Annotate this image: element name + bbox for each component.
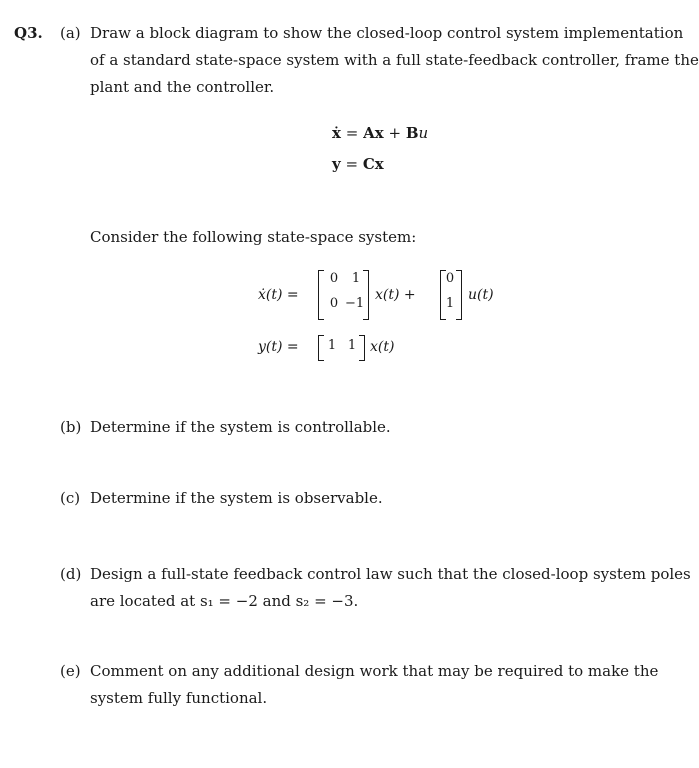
part-b-label: (b) xyxy=(60,418,82,436)
part-e-line2: system fully functional. xyxy=(90,689,268,707)
part-a-line3: plant and the controller. xyxy=(90,78,275,96)
matrix-a-22: −1 xyxy=(345,296,365,311)
matrix-c-right-bracket xyxy=(359,335,365,361)
matrix-b-1: 0 xyxy=(445,271,455,286)
matrix-a-11: 0 xyxy=(329,271,339,286)
matrix-a-left-bracket xyxy=(318,270,324,320)
output-equation: y = Cx xyxy=(332,155,384,173)
part-a-label: (a) xyxy=(60,24,81,42)
matrix-a-12: 1 xyxy=(351,271,361,286)
system-ut: u(t) xyxy=(468,287,494,303)
part-a-line1: Draw a block diagram to show the closed-loop control system implementation xyxy=(90,24,684,42)
part-e-label: (e) xyxy=(60,662,81,680)
part-c-text: Determine if the system is observable. xyxy=(90,489,383,507)
state-equation: ẋ = Ax + Bu xyxy=(332,124,429,142)
consider-text: Consider the following state-space system: xyxy=(90,228,417,246)
part-b-text: Determine if the system is controllable. xyxy=(90,418,391,436)
matrix-c-1: 1 xyxy=(327,338,337,353)
system-xt2: x(t) xyxy=(370,339,395,355)
part-e-line1: Comment on any additional design work that may be required to make the xyxy=(90,662,659,680)
part-d-line1: Design a full-state feedback control law such that the closed-loop system poles xyxy=(90,565,691,583)
matrix-c-2: 1 xyxy=(347,338,357,353)
part-d-label: (d) xyxy=(60,565,82,583)
question-number: Q3. xyxy=(14,24,43,42)
part-c-label: (c) xyxy=(60,489,81,507)
system-xt-plus: x(t) + xyxy=(375,287,416,303)
part-a-line2: of a standard state-space system with a full state-feedback controller, frame the xyxy=(90,51,699,69)
part-d-line2: are located at s₁ = −2 and s₂ = −3. xyxy=(90,592,359,610)
matrix-a-21: 0 xyxy=(329,296,339,311)
system-xdot-label: ẋ(t) = xyxy=(258,287,299,303)
system-y-label: y(t) = xyxy=(258,339,299,355)
matrix-b-right-bracket xyxy=(456,270,462,320)
matrix-b-2: 1 xyxy=(445,296,455,311)
matrix-a-right-bracket xyxy=(363,270,369,320)
